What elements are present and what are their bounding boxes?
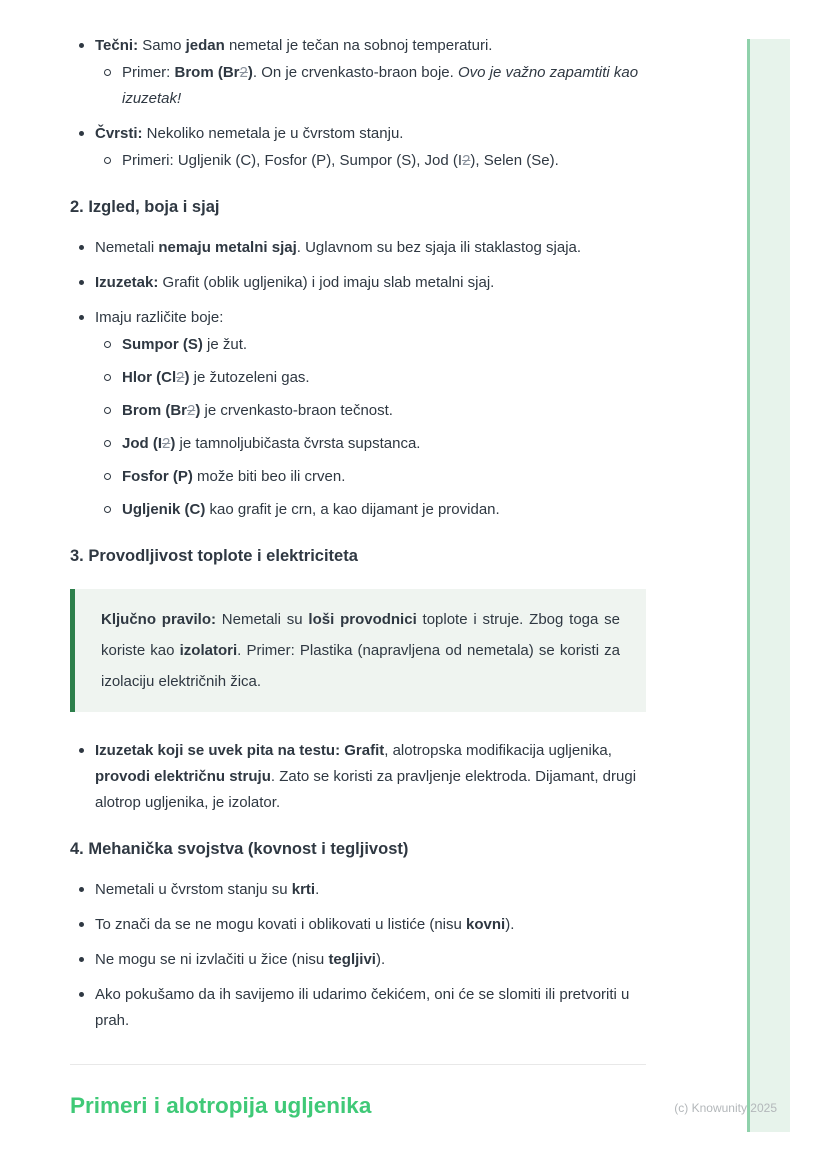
bold-run: Ugljenik (C) xyxy=(122,501,206,518)
text-run: Primer: xyxy=(122,64,175,81)
bold-run: nemaju metalni sjaj xyxy=(158,239,297,256)
text-run: Ako pokušamo da ih savijemo ili udarimo čekićem, oni će se slomiti ili pretvoriti u prah. xyxy=(95,986,630,1029)
text-run: . xyxy=(315,881,320,898)
subscript-run: 2 xyxy=(462,152,471,169)
text-run: je tamnoljubičasta čvrsta supstanca. xyxy=(175,435,421,452)
bullet-list-mehanicka xyxy=(70,877,646,1034)
text-run: . Primer: Plastika (napravljena od nemetala) se koristi za izolaciju električnih žica. xyxy=(101,642,620,690)
bold-run: Izuzetak koji se uvek pita na testu: Grafit xyxy=(95,742,385,759)
text-run: Imaju različite boje: xyxy=(95,309,224,326)
text-run: ), Selen (Se). xyxy=(470,152,559,169)
text-run: Grafit (oblik ugljenika) i jod imaju slab metalni sjaj. xyxy=(158,274,495,291)
bullet-list-exception xyxy=(70,738,646,816)
bold-run: tegljivi xyxy=(328,951,376,968)
list-item xyxy=(95,60,646,112)
bold-run: Brom (Br xyxy=(122,402,188,419)
list-item xyxy=(95,148,646,174)
text-run: ). xyxy=(375,951,386,968)
list-item xyxy=(95,332,646,358)
bold-run: kovni xyxy=(466,916,506,933)
list-item xyxy=(70,912,646,938)
text-run: To znači da se ne mogu kovati i oblikovati u listiće (nisu xyxy=(95,916,467,933)
bold-run: krti xyxy=(291,881,316,898)
text-run: je žut. xyxy=(202,336,248,353)
document-page xyxy=(70,33,646,1121)
bold-run: ) xyxy=(195,402,201,419)
list-item xyxy=(70,235,646,261)
list-item xyxy=(70,982,646,1034)
watermark: (c) Knowunity 2025 xyxy=(674,1101,777,1115)
list-item xyxy=(95,398,646,424)
bold-run: jedan xyxy=(185,37,225,54)
text-run: nemetal je tečan na sobnoj temperaturi. xyxy=(224,37,493,54)
bold-run: Ključno pravilo: xyxy=(101,611,216,628)
text-run: , alotropska modifikacija ugljenika, xyxy=(384,742,612,759)
section-heading-izgled: 2. Izgled, boja i sjaj xyxy=(70,198,220,216)
list-item xyxy=(95,365,646,391)
bold-run: Hlor (Cl xyxy=(122,369,177,386)
bold-run: Jod (I xyxy=(122,435,162,452)
bullet-list-states xyxy=(70,33,646,174)
text-run: je žutozeleni gas. xyxy=(189,369,310,386)
bold-run: provodi električnu struju xyxy=(95,768,271,785)
list-item xyxy=(95,464,646,490)
text-run: može biti beo ili crven. xyxy=(192,468,346,485)
list-item xyxy=(70,877,646,903)
bold-run: Brom (Br xyxy=(174,64,240,81)
bold-run: Sumpor (S) xyxy=(122,336,203,353)
page-section-title: Primeri i alotropija ugljenika xyxy=(70,1093,372,1118)
bold-run: Čvrsti: xyxy=(95,125,143,142)
text-run: Ne mogu se ni izvlačiti u žice (nisu xyxy=(95,951,329,968)
text-run: toplote i struje. Zbog toga se koriste kao xyxy=(101,611,620,659)
text-run: Nemetali u čvrstom stanju su xyxy=(95,881,292,898)
bold-run: ) xyxy=(170,435,176,452)
section-heading-mehanicka: 4. Mehanička svojstva (kovnost i tegljivost) xyxy=(70,840,409,858)
text-run: Nekoliko nemetala je u čvrstom stanju. xyxy=(142,125,404,142)
text-run: Primeri: Ugljenik (C), Fosfor (P), Sumpor (S), Jod (I xyxy=(122,152,463,169)
list-item xyxy=(70,738,646,816)
text-run: je crvenkasto-braon tečnost. xyxy=(200,402,393,419)
list-item xyxy=(70,947,646,973)
subscript-run: 2 xyxy=(162,435,171,452)
list-item xyxy=(95,497,646,523)
bold-run: Tečni: xyxy=(95,37,139,54)
bold-run: izolatori xyxy=(179,642,238,659)
list-item xyxy=(95,431,646,457)
text-run: Samo xyxy=(138,37,186,54)
text-run: kao grafit je crn, a kao dijamant je providan. xyxy=(205,501,500,518)
list-item-solid xyxy=(70,121,646,174)
text-run: Nemetali xyxy=(95,239,159,256)
bold-run: ) xyxy=(184,369,190,386)
section-divider xyxy=(70,1064,646,1065)
text-run: . Uglavnom su bez sjaja ili staklastog sjaja. xyxy=(296,239,582,256)
subscript-run: 2 xyxy=(176,369,185,386)
bold-run: loši provodnici xyxy=(308,611,417,628)
list-item xyxy=(70,270,646,296)
subscript-run: 2 xyxy=(239,64,248,81)
text-run: . Zato se koristi za pravljenje elektroda. Dijamant, drugi alotrop ugljenika, je izolator. xyxy=(95,768,637,811)
bold-run: Fosfor (P) xyxy=(122,468,193,485)
subscript-run: 2 xyxy=(187,402,196,419)
list-item-liquid xyxy=(70,33,646,112)
sub-list-colors xyxy=(95,332,646,523)
section-heading-provodljivost: 3. Provodljivost toplote i elektriciteta xyxy=(70,547,358,565)
key-rule-callout xyxy=(70,589,646,712)
text-run: . On je crvenkasto-braon boje. xyxy=(252,64,458,81)
page-edge-strip xyxy=(747,39,790,1132)
italic-run: Ovo je važno zapamtiti kao izuzetak! xyxy=(122,64,639,107)
bold-run: ) xyxy=(247,64,253,81)
bullet-list-izgled xyxy=(70,235,646,523)
text-run: ). xyxy=(505,916,515,933)
bold-run: Izuzetak: xyxy=(95,274,159,291)
sub-list xyxy=(95,148,646,174)
list-item xyxy=(70,305,646,523)
text-run: Nemetali su xyxy=(215,611,309,628)
sub-list xyxy=(95,60,646,112)
